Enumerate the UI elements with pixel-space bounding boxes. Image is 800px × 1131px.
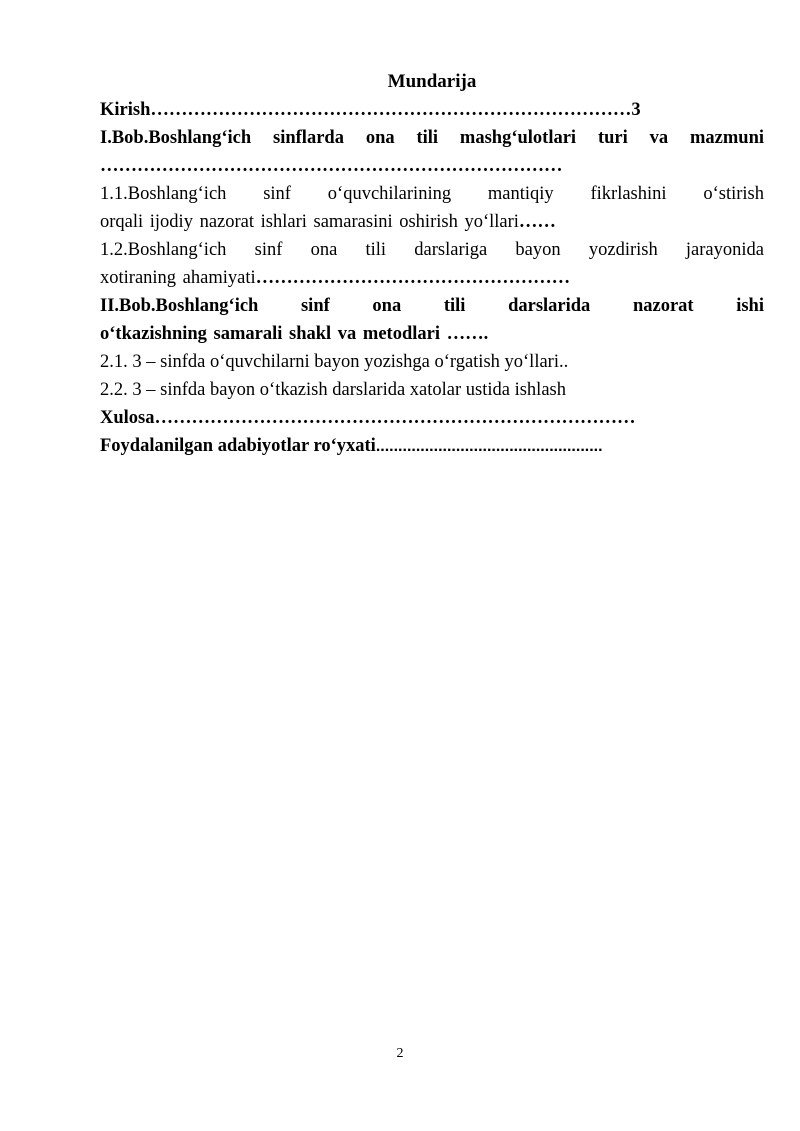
toc-entry-kirish (100, 96, 764, 124)
toc-title: Mundarija (387, 71, 477, 92)
toc-entry-label: 2.1. 3 – sinfda o‘quvchilarni bayon yozishga o‘rgatish yo‘llari.. (100, 352, 569, 372)
toc-entry-section-1-2 (100, 236, 764, 264)
toc-entry-section-1-2-cont (100, 264, 764, 292)
toc-entry-section-1-1-cont (100, 208, 764, 236)
toc-leader-dots: ………………………………………………………………… (100, 156, 563, 176)
toc-entry-label: 2.2. 3 – sinfda bayon o‘tkazish darslarida xatolar ustida ishlash (100, 380, 566, 400)
toc-leader-dots: …… (518, 212, 556, 232)
toc-leader-dots: …………………………………………………………………… (154, 408, 636, 428)
toc-entry-chapter-1-dots (100, 152, 764, 180)
toc-page-number: 3 (631, 100, 641, 120)
toc-entry-label: 1.1.Boshlang‘ich sinf o‘quvchilarining mantiqiy fikrlashini o‘stirish (100, 184, 764, 204)
toc-leader-dots: …………………………………………… (255, 268, 571, 288)
toc-leader-dots: …………………………………………………………………… (150, 100, 632, 120)
toc-entry-label: Foydalanilgan adabiyotlar ro‘yxati (100, 436, 376, 456)
toc-entry-label: 1.2.Boshlang‘ich sinf ona tili darslariga bayon yozdirish jarayonida (100, 240, 764, 260)
toc-entry-section-2-2 (100, 376, 764, 404)
toc-entry-label: xotiraning ahamiyati (100, 268, 256, 288)
toc-leader-dots: ................................................... (375, 438, 603, 455)
toc-entry-label: o‘tkazishning samarali shakl va metodlari (100, 324, 447, 344)
toc-entry-label: I.Bob.Boshlang‘ich sinflarda ona tili mashg‘ulotlari turi va mazmuni (100, 128, 764, 148)
toc-entry-section-1-1 (100, 180, 764, 208)
toc-entry-chapter-2-cont (100, 320, 764, 348)
page-number: 2 (396, 1046, 404, 1061)
table-of-contents (100, 68, 764, 460)
toc-entry-foydalanilgan-adabiyotlar (100, 432, 764, 460)
toc-entry-chapter-2 (100, 292, 764, 320)
toc-entry-label: II.Bob.Boshlang‘ich sinf ona tili darslarida nazorat ishi (100, 296, 764, 316)
toc-entry-label: Kirish (100, 100, 151, 120)
toc-entry-label: Xulosa (100, 408, 155, 428)
toc-leader-dots: ……. (446, 324, 489, 344)
toc-entry-xulosa (100, 404, 764, 432)
toc-entry-label: orqali ijodiy nazorat ishlari samarasini oshirish yo‘llari (100, 212, 519, 232)
toc-entry-section-2-1 (100, 348, 764, 376)
toc-entry-chapter-1 (100, 124, 764, 152)
